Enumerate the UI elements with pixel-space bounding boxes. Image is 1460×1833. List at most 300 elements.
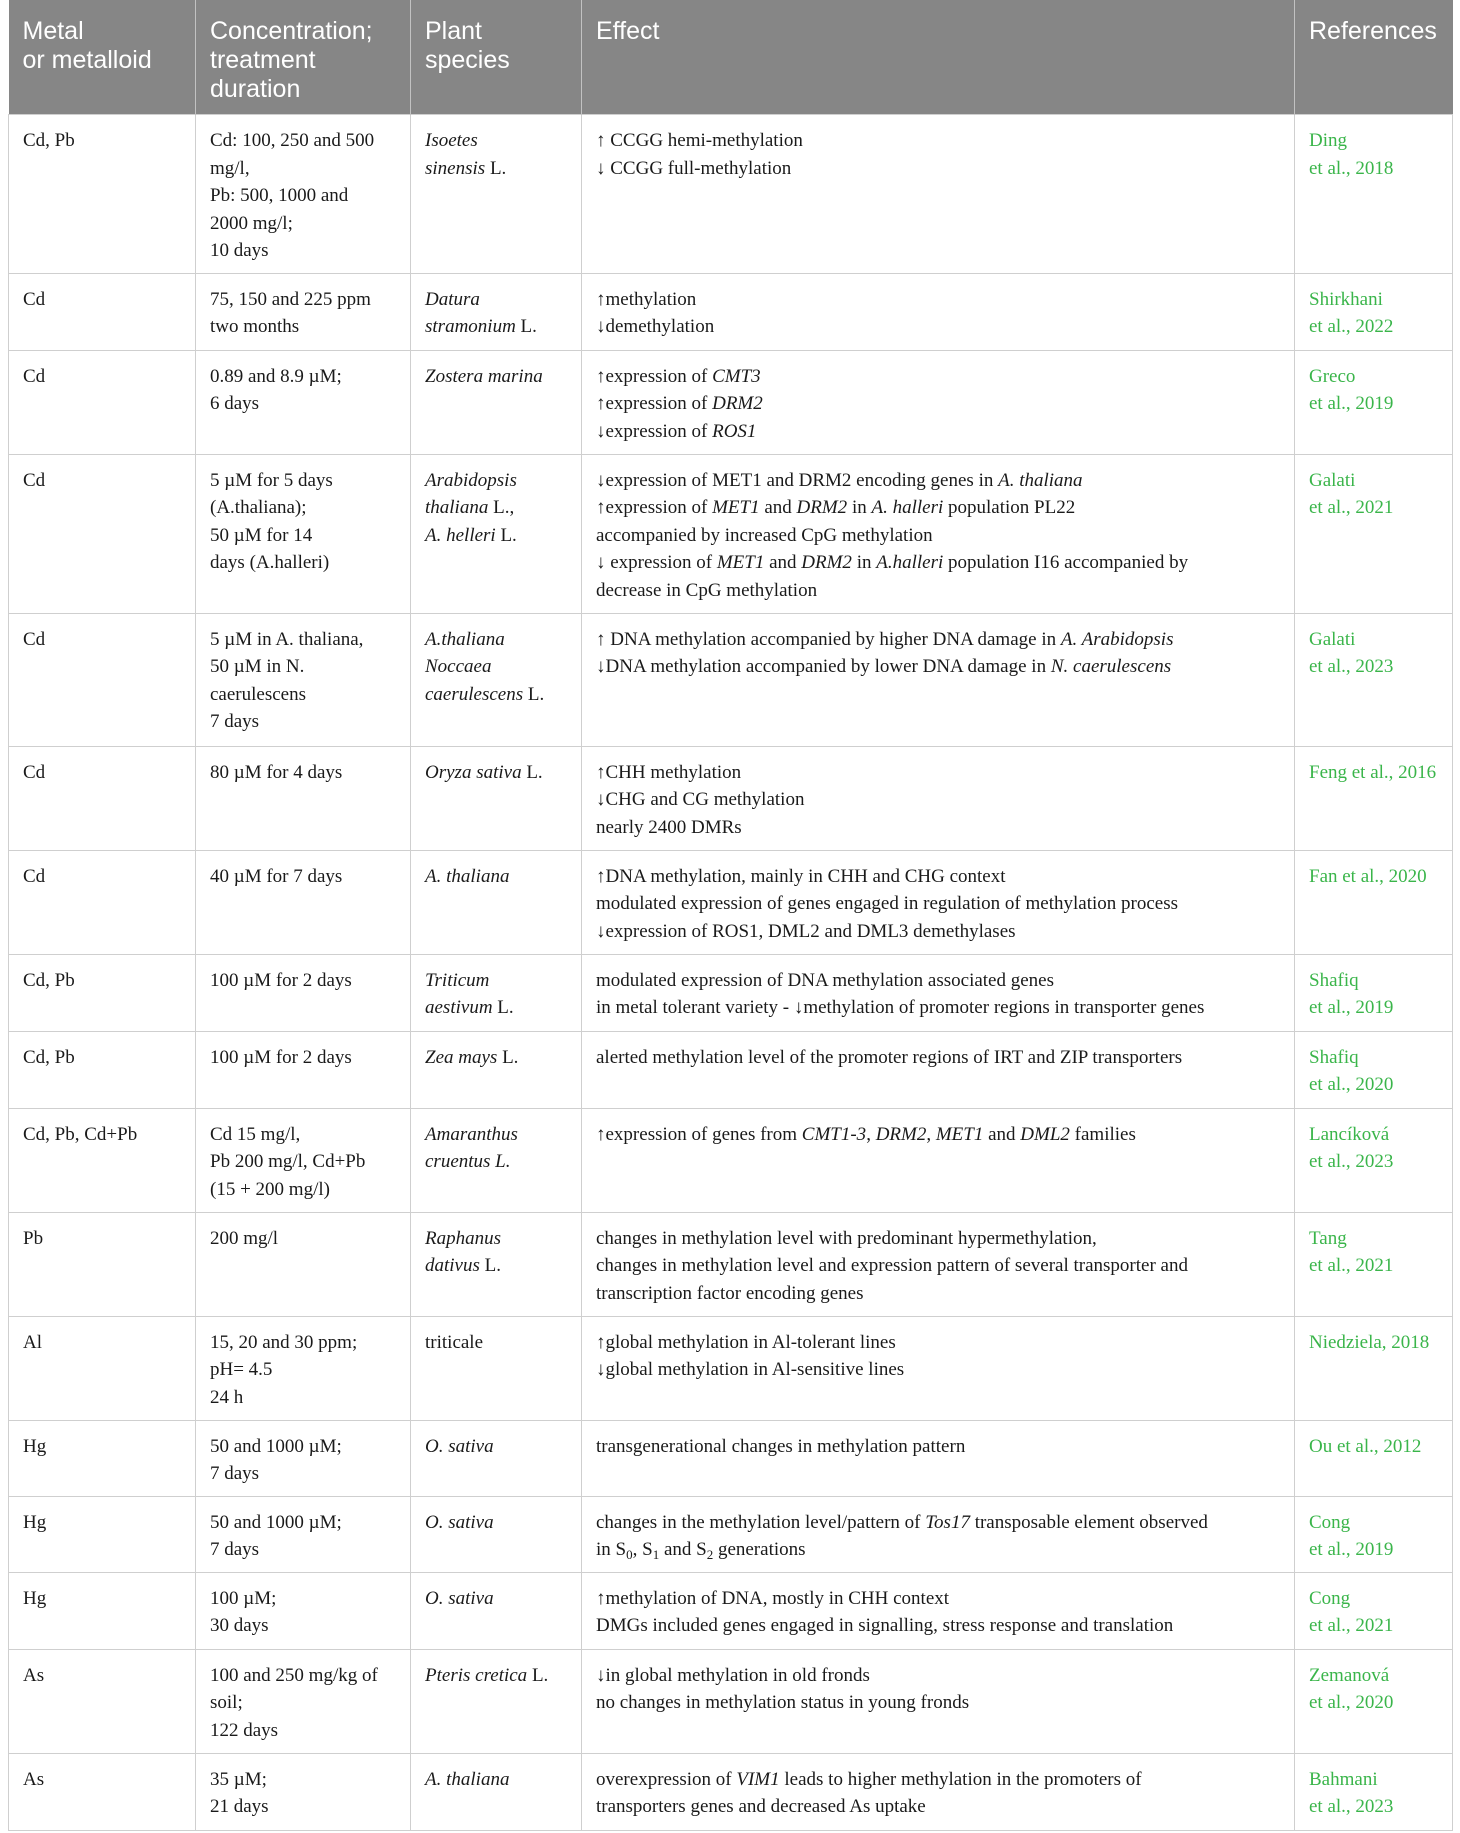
metal-cell — [9, 115, 196, 274]
species-cell-line — [425, 494, 567, 522]
reference-link[interactable] — [1295, 273, 1453, 350]
header-row — [9, 0, 1453, 115]
text-segment: ↓in global methylation in old fronds — [596, 1664, 870, 1686]
concentration-cell-line: 35 µM; — [210, 1768, 267, 1790]
header-references — [1295, 0, 1453, 115]
effect-cell-line — [596, 467, 1280, 495]
text-segment: MET1 — [935, 1123, 984, 1145]
reference-link-line: Bahmani — [1309, 1768, 1378, 1790]
concentration-cell-line: 50 µM in N. — [210, 656, 305, 677]
effect-cell-line — [596, 1612, 1280, 1640]
effect-cell-line — [596, 1433, 1280, 1461]
table-row — [9, 1649, 1453, 1753]
text-segment: ↓expression of ROS1, DML2 and DML3 demethylases — [596, 920, 1016, 942]
text-segment: L. — [495, 524, 517, 546]
metal-cell-line: Hg — [23, 1587, 47, 1609]
reference-link[interactable] — [1295, 746, 1453, 850]
effect-cell-line — [596, 313, 1280, 341]
concentration-cell-line: 40 µM for 7 days — [210, 865, 343, 887]
table-row — [9, 1108, 1453, 1212]
table-row — [9, 115, 1453, 274]
metal-cell-line: Cd, Pb — [23, 130, 75, 151]
reference-link-line: et al., 2020 — [1309, 1074, 1394, 1095]
text-segment: N. caerulescens — [1050, 656, 1172, 677]
text-segment: DRM2 — [712, 393, 763, 414]
concentration-cell — [196, 746, 411, 850]
concentration-cell-line: days (A.halleri) — [210, 552, 330, 573]
text-segment: A. thaliana — [425, 1768, 510, 1790]
text-segment: 1 — [652, 1547, 660, 1562]
effect-cell-line — [596, 1793, 1280, 1821]
text-segment: Datura — [425, 288, 480, 310]
metal-cell — [9, 1572, 196, 1649]
metal-cell-line: Cd, Pb — [23, 969, 75, 991]
species-cell-line — [425, 1766, 567, 1794]
text-segment: transcription factor encoding genes — [596, 1282, 864, 1304]
concentration-cell-line: 7 days — [210, 711, 260, 732]
effect-cell — [582, 746, 1295, 850]
reference-link-line: et al., 2023 — [1309, 1796, 1394, 1817]
metal-cell — [9, 454, 196, 613]
species-cell-line — [425, 653, 567, 681]
species-cell — [411, 1496, 582, 1572]
table-row — [9, 1572, 1453, 1649]
species-cell-line — [425, 1662, 567, 1690]
effect-cell-line — [596, 155, 1280, 183]
concentration-cell-line: (15 + 200 mg/l) — [210, 1178, 330, 1200]
text-segment: ↑expression of — [596, 365, 713, 387]
species-cell — [411, 1212, 582, 1316]
text-segment: leads to higher methylation in the promoters of — [779, 1768, 1142, 1790]
text-segment: L. — [492, 997, 514, 1018]
metal-cell — [9, 850, 196, 954]
table-row — [9, 350, 1453, 454]
effect-cell-line — [596, 786, 1280, 814]
header-concentration — [196, 0, 411, 115]
text-segment: A.halleri — [876, 552, 944, 573]
concentration-cell-line: 50 µM for 14 — [210, 524, 313, 546]
effect-cell — [582, 1108, 1295, 1212]
reference-link-line: Shafiq — [1309, 1046, 1359, 1068]
effect-cell — [582, 454, 1295, 613]
effect-cell-line — [596, 1044, 1280, 1072]
reference-link-line: Feng et al., 2016 — [1309, 761, 1437, 783]
concentration-cell — [196, 115, 411, 274]
effect-cell — [582, 613, 1295, 746]
reference-link-line: et al., 2019 — [1309, 997, 1394, 1018]
concentration-cell-line: (A.thaliana); — [210, 497, 307, 518]
concentration-cell-line: 15, 20 and 30 ppm; — [210, 1331, 358, 1353]
species-cell-line — [425, 1044, 567, 1072]
effect-cell — [582, 1316, 1295, 1420]
effect-cell-line — [596, 967, 1280, 995]
text-segment: generations — [713, 1539, 806, 1560]
reference-link-line: Galati — [1309, 628, 1356, 650]
concentration-cell — [196, 1420, 411, 1496]
metal-cell — [9, 1420, 196, 1496]
effect-cell — [582, 1572, 1295, 1649]
header-line: Effect — [596, 17, 660, 45]
header-line: or metalloid — [22, 46, 152, 74]
reference-link-line: Shirkhani — [1309, 288, 1383, 310]
table-row — [9, 1753, 1453, 1830]
species-cell-line — [425, 1585, 567, 1613]
text-segment: ↓demethylation — [596, 316, 715, 337]
concentration-cell — [196, 350, 411, 454]
table-row — [9, 454, 1453, 613]
table-row — [9, 1031, 1453, 1108]
metal-cell — [9, 1031, 196, 1108]
text-segment: ↑ DNA methylation accompanied by higher DNA damage in — [596, 628, 1061, 650]
table-row — [9, 273, 1453, 350]
text-segment: A. Arabidopsis — [1060, 628, 1174, 650]
text-segment: ↑expression of — [596, 497, 713, 518]
reference-link-line: et al., 2021 — [1309, 1615, 1394, 1636]
metal-cell — [9, 273, 196, 350]
text-segment: 0 — [626, 1547, 633, 1562]
reference-link[interactable] — [1295, 1316, 1453, 1420]
text-segment: L. — [497, 1046, 519, 1068]
text-segment: ↓ expression of — [596, 552, 717, 573]
text-segment: Noccaea — [425, 656, 492, 677]
reference-link-line: Niedziela, 2018 — [1309, 1331, 1430, 1353]
concentration-cell-line: Pb: 500, 1000 and — [210, 185, 349, 206]
species-cell — [411, 1420, 582, 1496]
text-segment: Arabidopsis — [425, 469, 517, 491]
header-metal — [9, 0, 196, 115]
table-row — [9, 954, 1453, 1031]
text-segment: cruentus L. — [425, 1151, 511, 1172]
text-segment: L. — [479, 1255, 501, 1276]
reference-link-line: Cong — [1309, 1587, 1351, 1609]
reference-link-line: et al., 2018 — [1309, 157, 1394, 179]
species-cell — [411, 1108, 582, 1212]
metal-cell — [9, 1649, 196, 1753]
metal-cell-line: Cd, Pb, Cd+Pb — [23, 1123, 138, 1145]
metal-cell-line: Cd — [23, 469, 46, 491]
concentration-cell-line: 0.89 and 8.9 µM; — [210, 365, 342, 387]
metal-cell — [9, 1496, 196, 1572]
text-segment: DMGs included genes engaged in signalling, stress response and translation — [596, 1615, 1174, 1636]
species-cell — [411, 1572, 582, 1649]
effect-cell-line — [596, 1280, 1280, 1308]
text-segment: L. — [515, 316, 537, 337]
metal-cell — [9, 954, 196, 1031]
text-segment: decrease in CpG methylation — [596, 579, 818, 601]
concentration-cell — [196, 1316, 411, 1420]
species-cell — [411, 350, 582, 454]
species-cell-line — [425, 286, 567, 314]
text-segment: ↑ CCGG hemi-methylation — [596, 130, 803, 151]
text-segment: population I16 accompanied by — [943, 552, 1189, 573]
table-row — [9, 1212, 1453, 1316]
metal-cell-line: Hg — [23, 1435, 47, 1457]
reference-link-line: et al., 2021 — [1309, 1255, 1394, 1276]
reference-link[interactable] — [1295, 613, 1453, 746]
table-row — [9, 746, 1453, 850]
effect-cell-line — [596, 1121, 1280, 1149]
text-segment: modulated expression of genes engaged in regulation of methylation process — [596, 893, 1178, 914]
reference-link-line: Lancíková — [1309, 1123, 1390, 1145]
metal-cell-line: Al — [23, 1331, 42, 1353]
concentration-cell-line: caerulescens — [210, 683, 306, 705]
species-cell — [411, 115, 582, 274]
text-segment: stramonium — [425, 316, 516, 337]
concentration-cell-line: two months — [210, 316, 300, 337]
metal-cell — [9, 613, 196, 746]
metal-cell-line: As — [23, 1768, 45, 1790]
metal-cell-line: Cd — [23, 628, 46, 650]
effect-cell-line — [596, 1329, 1280, 1357]
concentration-cell-line: 5 µM in A. thaliana, — [210, 628, 364, 650]
text-segment: dativus — [425, 1255, 480, 1276]
reference-link[interactable] — [1295, 115, 1453, 274]
reference-link[interactable] — [1295, 1108, 1453, 1212]
concentration-cell-line: 50 and 1000 µM; — [210, 1511, 342, 1533]
text-segment: in — [851, 552, 877, 573]
reference-link[interactable] — [1295, 954, 1453, 1031]
species-cell-line — [425, 1433, 567, 1461]
species-cell-line — [425, 863, 567, 891]
reference-link[interactable] — [1295, 350, 1453, 454]
text-segment: transporters genes and decreased As uptake — [596, 1796, 926, 1817]
text-segment: Zea mays — [425, 1046, 498, 1068]
effect-cell-line — [596, 1356, 1280, 1384]
concentration-cell-line: 200 mg/l — [210, 1227, 279, 1249]
text-segment: aestivum — [425, 997, 493, 1018]
reference-link-line: Ou et al., 2012 — [1309, 1435, 1422, 1457]
text-segment: A.thaliana — [425, 628, 505, 650]
text-segment: MET1 — [712, 497, 760, 518]
effect-cell-line — [596, 759, 1280, 787]
effect-cell-line — [596, 577, 1280, 605]
concentration-cell — [196, 1031, 411, 1108]
concentration-cell — [196, 1753, 411, 1830]
concentration-cell — [196, 954, 411, 1031]
metal-cell-line: As — [23, 1664, 45, 1686]
effect-cell-line — [596, 1766, 1280, 1794]
species-cell — [411, 1753, 582, 1830]
text-segment: ↑expression of genes from — [596, 1123, 802, 1145]
reference-link[interactable] — [1295, 1031, 1453, 1108]
concentration-cell-line: 24 h — [210, 1386, 244, 1408]
text-segment: L. — [521, 761, 543, 783]
effect-cell — [582, 1420, 1295, 1496]
header-line: Plant — [425, 17, 482, 45]
reference-link-line: Ding — [1309, 130, 1347, 151]
effect-cell-line — [596, 994, 1280, 1022]
reference-link-line: et al., 2019 — [1309, 1539, 1394, 1560]
header-line: species — [425, 46, 510, 74]
concentration-cell-line: 122 days — [210, 1719, 279, 1741]
concentration-cell — [196, 1496, 411, 1572]
species-cell-line — [425, 1252, 567, 1280]
concentration-cell-line: 100 µM for 2 days — [210, 1046, 352, 1068]
effect-cell — [582, 1212, 1295, 1316]
effect-cell — [582, 850, 1295, 954]
reference-link[interactable] — [1295, 1649, 1453, 1753]
text-segment: nearly 2400 DMRs — [596, 816, 742, 838]
text-segment: MET1 — [716, 552, 765, 573]
reference-link-line: et al., 2021 — [1309, 497, 1394, 518]
species-cell-line — [425, 967, 567, 995]
header-plant-species — [411, 0, 582, 115]
text-segment: ↑methylation — [596, 288, 697, 310]
text-segment: Oryza sativa — [425, 761, 522, 783]
reference-link[interactable] — [1295, 1572, 1453, 1649]
effect-cell — [582, 1753, 1295, 1830]
text-segment: no changes in methylation status in young fronds — [596, 1692, 970, 1713]
concentration-cell-line: 10 days — [210, 240, 269, 261]
concentration-cell-line: 100 µM; — [210, 1587, 277, 1609]
concentration-cell — [196, 1649, 411, 1753]
text-segment: L., — [488, 497, 515, 518]
text-segment: and — [983, 1123, 1021, 1145]
text-segment: L. — [527, 1664, 549, 1686]
text-segment: changes in methylation level and expression pattern of several transporter and — [596, 1255, 1188, 1276]
species-cell-line — [425, 994, 567, 1022]
text-segment: ↑DNA methylation, mainly in CHH and CHG context — [596, 865, 1006, 887]
reference-link[interactable] — [1295, 850, 1453, 954]
text-segment: Pteris cretica — [425, 1664, 528, 1686]
effect-cell-line — [596, 1225, 1280, 1253]
text-segment: A. thaliana — [425, 865, 510, 887]
effect-cell-line — [596, 918, 1280, 946]
text-segment: modulated expression of DNA methylation associated genes — [596, 969, 1055, 991]
text-segment: population PL22 — [943, 497, 1076, 518]
text-segment: in metal tolerant variety - ↓methylation of promoter regions in transporter genes — [596, 997, 1205, 1018]
text-segment: thaliana — [425, 497, 489, 518]
effect-cell-line — [596, 863, 1280, 891]
species-cell — [411, 850, 582, 954]
metal-cell — [9, 1753, 196, 1830]
effect-cell-line — [596, 890, 1280, 918]
reference-link-line: et al., 2019 — [1309, 393, 1394, 414]
concentration-cell-line: 6 days — [210, 393, 260, 414]
reference-link[interactable] — [1295, 454, 1453, 613]
concentration-cell-line: Cd: 100, 250 and 500 — [210, 130, 375, 151]
species-cell — [411, 954, 582, 1031]
text-segment: transgenerational changes in methylation pattern — [596, 1435, 966, 1457]
reference-link[interactable] — [1295, 1753, 1453, 1830]
effect-cell — [582, 115, 1295, 274]
effect-cell — [582, 350, 1295, 454]
species-cell — [411, 273, 582, 350]
text-segment: CMT3 — [712, 365, 761, 387]
header-line: Concentration; — [210, 17, 373, 45]
reference-link-line: Galati — [1309, 469, 1356, 491]
concentration-cell-line: 2000 mg/l; — [210, 212, 293, 234]
reference-link-line: Greco — [1309, 365, 1356, 387]
text-segment: Tos17 — [925, 1511, 970, 1533]
header-effect — [582, 0, 1295, 115]
effect-cell-line — [596, 1536, 1280, 1564]
effect-cell-line — [596, 1509, 1280, 1537]
effect-cell-line — [596, 626, 1280, 654]
concentration-cell-line: 7 days — [210, 1539, 260, 1560]
text-segment: and — [764, 552, 802, 573]
text-segment: 2 — [706, 1547, 714, 1562]
metal-cell-line: Cd, Pb — [23, 1046, 75, 1068]
text-segment: alerted methylation level of the promoter regions of IRT and ZIP transporters — [596, 1046, 1183, 1068]
header-line: References — [1309, 17, 1437, 45]
text-segment: accompanied by increased CpG methylation — [596, 524, 933, 546]
effect-cell-line — [596, 286, 1280, 314]
table-row — [9, 850, 1453, 954]
species-cell-line — [425, 1148, 567, 1176]
effect-cell-line — [596, 1689, 1280, 1717]
text-segment: changes in the methylation level/pattern of — [596, 1511, 926, 1533]
text-segment: O. sativa — [425, 1511, 494, 1533]
header-line: treatment — [210, 46, 316, 74]
metal-cell-line: Pb — [23, 1227, 44, 1249]
concentration-cell-line: 7 days — [210, 1463, 260, 1484]
text-segment: ↑methylation of DNA, mostly in CHH context — [596, 1587, 950, 1609]
text-segment: A. helleri — [425, 524, 496, 546]
metal-cell-line: Cd — [23, 865, 46, 887]
species-cell — [411, 746, 582, 850]
species-cell-line — [425, 1509, 567, 1537]
effect-cell-line — [596, 390, 1280, 418]
text-segment: in — [847, 497, 872, 518]
species-cell-line — [425, 363, 567, 391]
effect-cell — [582, 1649, 1295, 1753]
table-row — [9, 613, 1453, 746]
reference-link[interactable] — [1295, 1496, 1453, 1572]
species-cell-line — [425, 313, 567, 341]
effect-cell-line — [596, 363, 1280, 391]
text-segment: ↑global methylation in Al-tolerant lines — [596, 1331, 896, 1353]
concentration-cell-line: 75, 150 and 225 ppm — [210, 288, 371, 310]
reference-link-line: et al., 2023 — [1309, 656, 1394, 677]
metal-cell-line: Hg — [23, 1511, 47, 1533]
text-segment: , — [926, 1123, 936, 1145]
text-segment: ↓global methylation in Al-sensitive lines — [596, 1359, 905, 1380]
text-segment: CMT1-3 — [801, 1123, 867, 1145]
effect-cell-line — [596, 549, 1280, 577]
text-segment: ↓expression of MET1 and DRM2 encoding genes in — [596, 469, 999, 491]
species-cell-line — [425, 1329, 567, 1357]
species-cell-line — [425, 1121, 567, 1149]
species-cell-line — [425, 759, 567, 787]
text-segment: A. thaliana — [998, 469, 1083, 491]
metal-cell — [9, 1316, 196, 1420]
text-segment: families — [1069, 1123, 1136, 1145]
reference-link[interactable] — [1295, 1420, 1453, 1496]
reference-link[interactable] — [1295, 1212, 1453, 1316]
text-segment: DRM2 — [796, 497, 848, 518]
species-cell-line — [425, 155, 567, 183]
effect-cell-line — [596, 522, 1280, 550]
table-row — [9, 1316, 1453, 1420]
text-segment: and S — [659, 1539, 707, 1560]
concentration-cell-line: 100 µM for 2 days — [210, 969, 352, 991]
text-segment: caerulescens — [425, 683, 524, 705]
text-segment: Zostera marina — [425, 365, 543, 387]
effect-cell-line — [596, 814, 1280, 842]
text-segment: ↑CHH methylation — [596, 761, 742, 783]
text-segment: changes in methylation level with predominant hypermethylation, — [596, 1227, 1097, 1249]
concentration-cell — [196, 1572, 411, 1649]
text-segment: , S — [632, 1539, 653, 1560]
text-segment: ↓ CCGG full-methylation — [596, 157, 792, 179]
reference-link-line: Cong — [1309, 1511, 1351, 1533]
text-segment: DML2 — [1020, 1123, 1070, 1145]
effect-cell-line — [596, 127, 1280, 155]
metal-cell-line: Cd — [23, 365, 46, 387]
text-segment: O. sativa — [425, 1435, 494, 1457]
metal-cell — [9, 746, 196, 850]
